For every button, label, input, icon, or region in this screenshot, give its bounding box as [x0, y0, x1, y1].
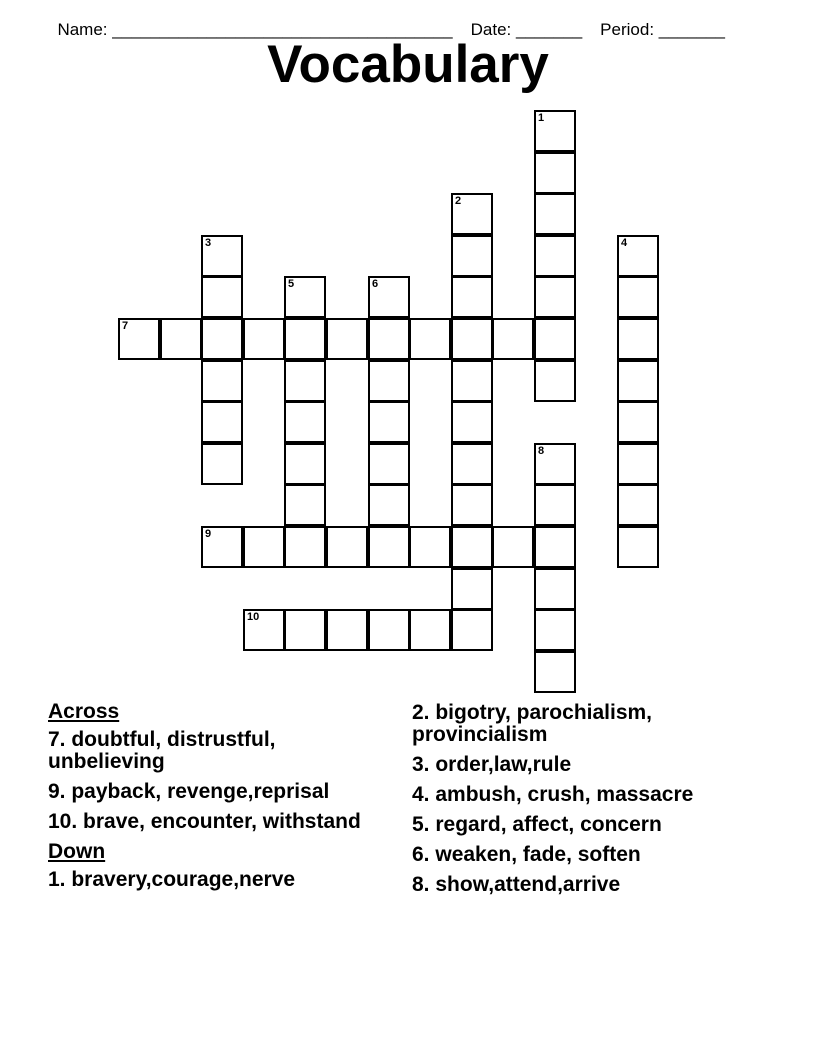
date-field[interactable]: Date: _______: [470, 20, 583, 39]
crossword-cell[interactable]: [284, 401, 326, 443]
crossword-cell[interactable]: [326, 318, 368, 360]
cell-number: 9: [205, 528, 212, 540]
clue-text: payback, revenge,reprisal: [71, 780, 330, 803]
crossword-cell[interactable]: [617, 235, 659, 277]
clue-text: show,attend,arrive: [435, 873, 621, 896]
clue-text: weaken, fade, soften: [435, 843, 641, 866]
crossword-cell[interactable]: [451, 443, 493, 485]
crossword-cell[interactable]: [368, 443, 410, 485]
clue-number: 1.: [48, 868, 66, 891]
clue-text: bigotry, parochialism, provincialism: [412, 701, 653, 746]
cell-number: 3: [205, 237, 212, 249]
clue-text: brave, encounter, withstand: [83, 810, 361, 833]
crossword-cell[interactable]: [451, 484, 493, 526]
cell-number: 5: [288, 278, 295, 290]
crossword-cell[interactable]: [534, 318, 576, 360]
clue-text: ambush, crush, massacre: [435, 783, 694, 806]
period-field[interactable]: Period: _______: [600, 20, 725, 39]
clues-left-column: [48, 701, 388, 899]
clue-number: 8.: [412, 873, 430, 896]
clue-number: 3.: [412, 753, 430, 776]
crossword-cell[interactable]: [409, 609, 451, 651]
cell-number: 4: [621, 237, 628, 249]
crossword-cell[interactable]: [201, 318, 243, 360]
cell-number: 8: [538, 445, 545, 457]
clue-text: doubtful, distrustful, unbelieving: [48, 728, 276, 773]
crossword-cell[interactable]: [617, 318, 659, 360]
crossword-cell[interactable]: [534, 651, 576, 693]
crossword-cell[interactable]: [534, 443, 576, 485]
crossword-cell[interactable]: [284, 318, 326, 360]
cell-number: 1: [538, 112, 545, 124]
crossword-cell[interactable]: [534, 276, 576, 318]
clue-text: regard, affect, concern: [435, 813, 662, 836]
clue-across-10: [48, 811, 388, 833]
crossword-cell[interactable]: [492, 526, 534, 568]
clue-text: bravery,courage,nerve: [71, 868, 296, 891]
crossword-cell[interactable]: [617, 360, 659, 402]
clue-number: 9.: [48, 780, 66, 803]
crossword-cell[interactable]: [451, 360, 493, 402]
crossword-cell[interactable]: [284, 484, 326, 526]
crossword-cell[interactable]: [368, 526, 410, 568]
crossword-cell[interactable]: [534, 193, 576, 235]
crossword-cell[interactable]: [201, 360, 243, 402]
crossword-cell[interactable]: [201, 443, 243, 485]
crossword-cell[interactable]: [118, 318, 160, 360]
crossword-cell[interactable]: [451, 401, 493, 443]
name-field[interactable]: Name: ____________________________________: [57, 20, 453, 39]
crossword-cell[interactable]: [451, 526, 493, 568]
crossword-cell[interactable]: [326, 609, 368, 651]
crossword-cell[interactable]: [534, 152, 576, 194]
clue-down-8: [412, 874, 752, 896]
crossword-cell[interactable]: [409, 526, 451, 568]
crossword-cell[interactable]: [534, 484, 576, 526]
crossword-cell[interactable]: [617, 276, 659, 318]
clue-down-1: [48, 869, 388, 891]
crossword-cell[interactable]: [243, 526, 285, 568]
clue-number: 7.: [48, 728, 66, 751]
crossword-cell[interactable]: [368, 609, 410, 651]
clue-number: 4.: [412, 783, 430, 806]
clue-down-6: [412, 844, 752, 866]
clue-across-7: [48, 729, 388, 773]
crossword-cell[interactable]: [368, 318, 410, 360]
crossword-cell[interactable]: [492, 318, 534, 360]
crossword-cell[interactable]: [201, 276, 243, 318]
crossword-cell[interactable]: [617, 443, 659, 485]
clue-down-5: [412, 814, 752, 836]
clue-across-9: [48, 781, 388, 803]
clues-right-column: [412, 702, 752, 904]
crossword-cell[interactable]: [451, 568, 493, 610]
crossword-cell[interactable]: [368, 401, 410, 443]
cell-number: 7: [122, 320, 129, 332]
clue-down-4: [412, 784, 752, 806]
crossword-cell[interactable]: [451, 318, 493, 360]
cell-number: 6: [372, 278, 379, 290]
crossword-cell[interactable]: [201, 235, 243, 277]
crossword-cell[interactable]: [243, 609, 285, 651]
crossword-cell[interactable]: [284, 609, 326, 651]
crossword-cell[interactable]: [534, 526, 576, 568]
down-heading: Down: [48, 840, 106, 863]
cell-number: 2: [455, 195, 462, 207]
crossword-cell[interactable]: [326, 526, 368, 568]
page-title: Vocabulary: [267, 35, 549, 94]
clue-number: 5.: [412, 813, 430, 836]
clue-down-3: [412, 754, 752, 776]
crossword-cell[interactable]: [617, 484, 659, 526]
clue-down-2: [412, 702, 752, 746]
clue-number: 6.: [412, 843, 430, 866]
crossword-cell[interactable]: [534, 568, 576, 610]
clue-number: 10.: [48, 810, 78, 833]
crossword-cell[interactable]: [160, 318, 202, 360]
crossword-cell[interactable]: [201, 401, 243, 443]
crossword-cell[interactable]: [451, 193, 493, 235]
crossword-cell[interactable]: [284, 360, 326, 402]
crossword-cell[interactable]: [451, 609, 493, 651]
crossword-cell[interactable]: [617, 401, 659, 443]
crossword-cell[interactable]: [617, 526, 659, 568]
across-heading: Across: [48, 700, 120, 723]
crossword-cell[interactable]: [451, 235, 493, 277]
crossword-cell[interactable]: [284, 276, 326, 318]
crossword-cell[interactable]: [534, 609, 576, 651]
crossword-cell[interactable]: [368, 360, 410, 402]
crossword-cell[interactable]: [284, 443, 326, 485]
crossword-cell[interactable]: [534, 235, 576, 277]
cell-number: 10: [247, 611, 260, 623]
crossword-cell[interactable]: [284, 526, 326, 568]
crossword-cell[interactable]: [534, 110, 576, 152]
crossword-cell[interactable]: [451, 276, 493, 318]
crossword-cell[interactable]: [368, 484, 410, 526]
crossword-cell[interactable]: [201, 526, 243, 568]
crossword-cell[interactable]: [409, 318, 451, 360]
crossword-cell[interactable]: [368, 276, 410, 318]
crossword-cell[interactable]: [243, 318, 285, 360]
clue-number: 2.: [412, 701, 430, 724]
crossword-cell[interactable]: [534, 360, 576, 402]
clue-text: order,law,rule: [435, 753, 572, 776]
